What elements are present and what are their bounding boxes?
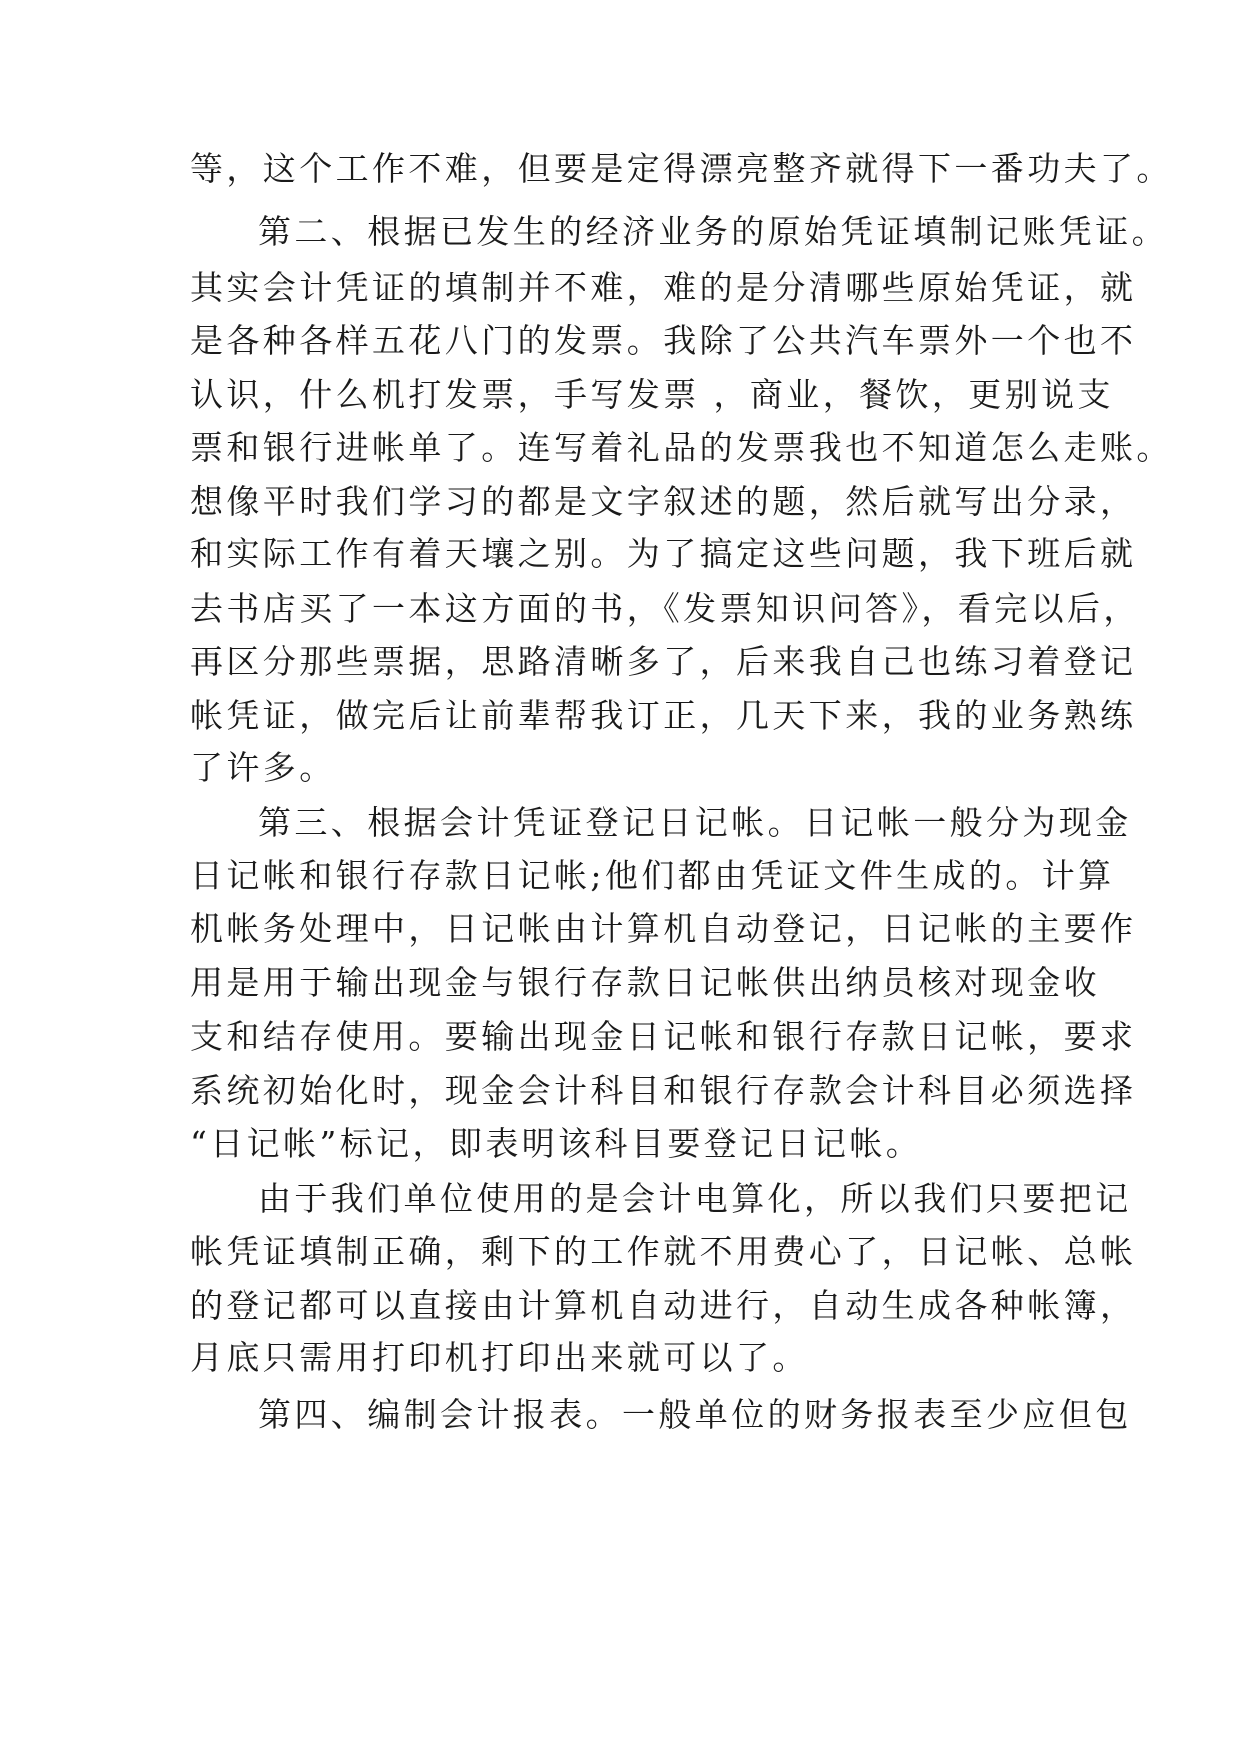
text-line: 等，这个工作不难，但要是定得漂亮整齐就得下一番功夫了。	[190, 149, 1173, 188]
paragraph-start-line: 第二、根据已发生的经济业务的原始凭证填制记账凭证。	[258, 212, 1168, 251]
text-line: 月底只需用打印机打印出来就可以了。	[190, 1338, 809, 1377]
paragraph-start-line: 第四、编制会计报表。一般单位的财务报表至少应但包	[258, 1395, 1132, 1434]
text-line: “日记帐”标记，即表明该科目要登记日记帐。	[190, 1124, 923, 1163]
text-line: 想像平时我们学习的都是文字叙述的题，然后就写出分录，	[190, 482, 1137, 521]
text-line: 系统初始化时，现金会计科目和银行存款会计科目必须选择	[190, 1071, 1137, 1110]
text-line: 其实会计凭证的填制并不难，难的是分清哪些原始凭证，就	[190, 268, 1137, 307]
text-line: 是各种各样五花八门的发票。我除了公共汽车票外一个也不	[190, 321, 1137, 360]
text-line: 的登记都可以直接由计算机自动进行，自动生成各种帐簿，	[190, 1286, 1137, 1325]
text-line: 和实际工作有着天壤之别。为了搞定这些问题，我下班后就	[190, 534, 1137, 573]
text-line: 了许多。	[190, 748, 336, 787]
text-line: 再区分那些票据，思路清晰多了，后来我自己也练习着登记	[190, 642, 1137, 681]
text-line: 机帐务处理中，日记帐由计算机自动登记，日记帐的主要作	[190, 909, 1137, 948]
text-line: 票和银行进帐单了。连写着礼品的发票我也不知道怎么走账。	[190, 428, 1173, 467]
text-line: 认识，什么机打发票，手写发票 ，商业，餐饮，更别说支	[190, 375, 1114, 414]
text-line: 支和结存使用。要输出现金日记帐和银行存款日记帐，要求	[190, 1017, 1137, 1056]
paragraph-start-line: 由于我们单位使用的是会计电算化，所以我们只要把记	[258, 1179, 1132, 1218]
text-line: 去书店买了一本这方面的书，《发票知识问答》，看完以后，	[190, 589, 1140, 628]
text-line: 帐凭证，做完后让前辈帮我订正，几天下来，我的业务熟练	[190, 696, 1137, 735]
text-line: 帐凭证填制正确，剩下的工作就不用费心了，日记帐、总帐	[190, 1232, 1137, 1271]
text-line: 日记帐和银行存款日记帐;他们都由凭证文件生成的。计算	[190, 856, 1115, 895]
text-line: 用是用于输出现金与银行存款日记帐供出纳员核对现金收	[190, 963, 1100, 1002]
paragraph-start-line: 第三、根据会计凭证登记日记帐。日记帐一般分为现金	[258, 803, 1132, 842]
